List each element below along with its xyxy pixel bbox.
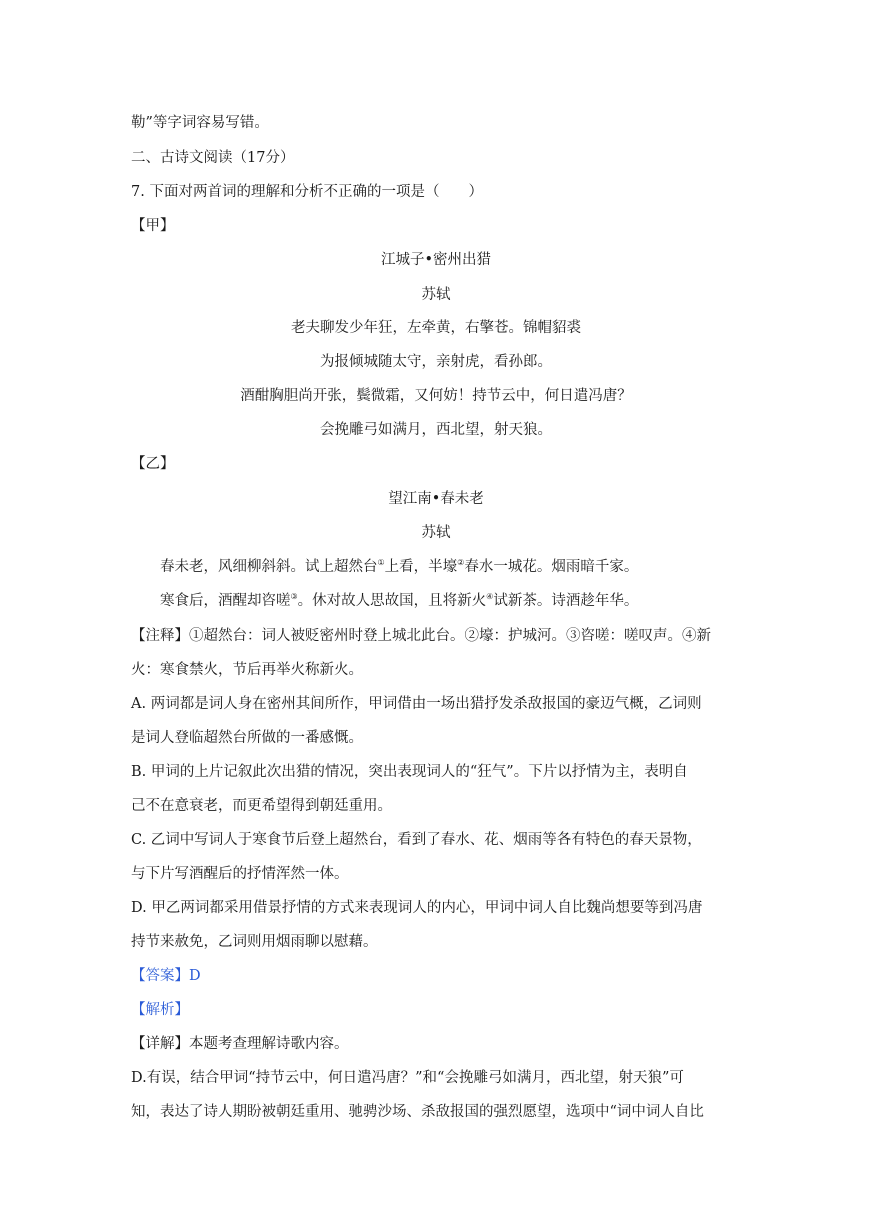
detail-line: 【详解】本题考查理解诗歌内容。 <box>131 1036 349 1052</box>
section-title: 二、古诗文阅读（17分） <box>131 150 295 166</box>
question-stem: 7. 下面对两首词的理解和分析不正确的一项是（ ） <box>131 184 483 200</box>
poem-b-line-2: 寒食后，酒醒却咨嗟③。休对故人思故国，且将新火④试新茶。诗酒趁年华。 <box>160 592 639 609</box>
note-mark: ③ <box>290 592 298 601</box>
poem-a-line: 老夫聊发少年狂，左牵黄，右擎苍。锦帽貂裘 <box>291 320 581 336</box>
option-d: D. 甲乙两词都采用借景抒情的方式来表现词人的内心，甲词中词人自比魏尚想要等到冯唐 <box>131 900 703 916</box>
note-mark: ① <box>377 558 385 567</box>
poem-b-line-1: 春未老，风细柳斜斜。试上超然台①上看，半壕②春水一城花。烟雨暗千家。 <box>160 558 639 575</box>
analysis-label: 【解析】 <box>131 1002 189 1018</box>
notes-line: 火：寒食禁火，节后再举火称新火。 <box>131 662 363 678</box>
poem-b-author: 苏轼 <box>421 525 451 541</box>
poem-b-label: 【乙】 <box>131 456 175 472</box>
poem-b-title: 望江南•春未老 <box>388 491 484 507</box>
poem-a-author: 苏轼 <box>421 287 451 303</box>
option-d-cont: 持节来赦免，乙词则用烟雨聊以慰藉。 <box>131 934 378 950</box>
option-a: A. 两词都是词人身在密州其间所作，甲词借由一场出猎抒发杀敌报国的豪迈气概，乙词则 <box>131 696 702 712</box>
notes-line: 【注释】①超然台：词人被贬密州时登上城北此台。②壕：护城河。③咨嗟：嗟叹声。④新 <box>131 628 711 644</box>
poem-a-label: 【甲】 <box>131 218 175 234</box>
option-a-cont: 是词人登临超然台所做的一番感慨。 <box>131 730 363 746</box>
note-mark: ④ <box>486 592 494 601</box>
option-c: C. 乙词中写词人于寒食节后登上超然台，看到了春水、花、烟雨等各有特色的春天景物， <box>131 832 702 848</box>
detail-line: 知，表达了诗人期盼被朝廷重用、驰骋沙场、杀敌报国的强烈愿望，选项中“词中词人自比 <box>131 1104 704 1120</box>
detail-line: D.有误，结合甲词“持节云中，何日遣冯唐？”和“会挽雕弓如满月，西北望，射天狼”可 <box>131 1070 684 1086</box>
note-mark: ② <box>457 558 465 567</box>
answer: 【答案】D <box>131 968 201 984</box>
poem-a-line: 会挽雕弓如满月，西北望，射天狼。 <box>320 422 552 438</box>
option-b: B. 甲词的上片记叙此次出猎的情况，突出表现词人的“狂气”。下片以抒情为主，表明自 <box>131 764 688 780</box>
option-c-cont: 与下片写酒醒后的抒情浑然一体。 <box>131 866 349 882</box>
previous-answer-tail: 勒”等字词容易写错。 <box>131 115 269 131</box>
poem-a-line: 酒酣胸胆尚开张，鬓微霜，又何妨！持节云中，何日遣冯唐？ <box>240 388 632 404</box>
option-b-cont: 己不在意衰老，而更希望得到朝廷重用。 <box>131 798 392 814</box>
poem-a-title: 江城子•密州出猎 <box>380 252 492 268</box>
poem-a-line: 为报倾城随太守，亲射虎，看孙郎。 <box>320 354 552 370</box>
